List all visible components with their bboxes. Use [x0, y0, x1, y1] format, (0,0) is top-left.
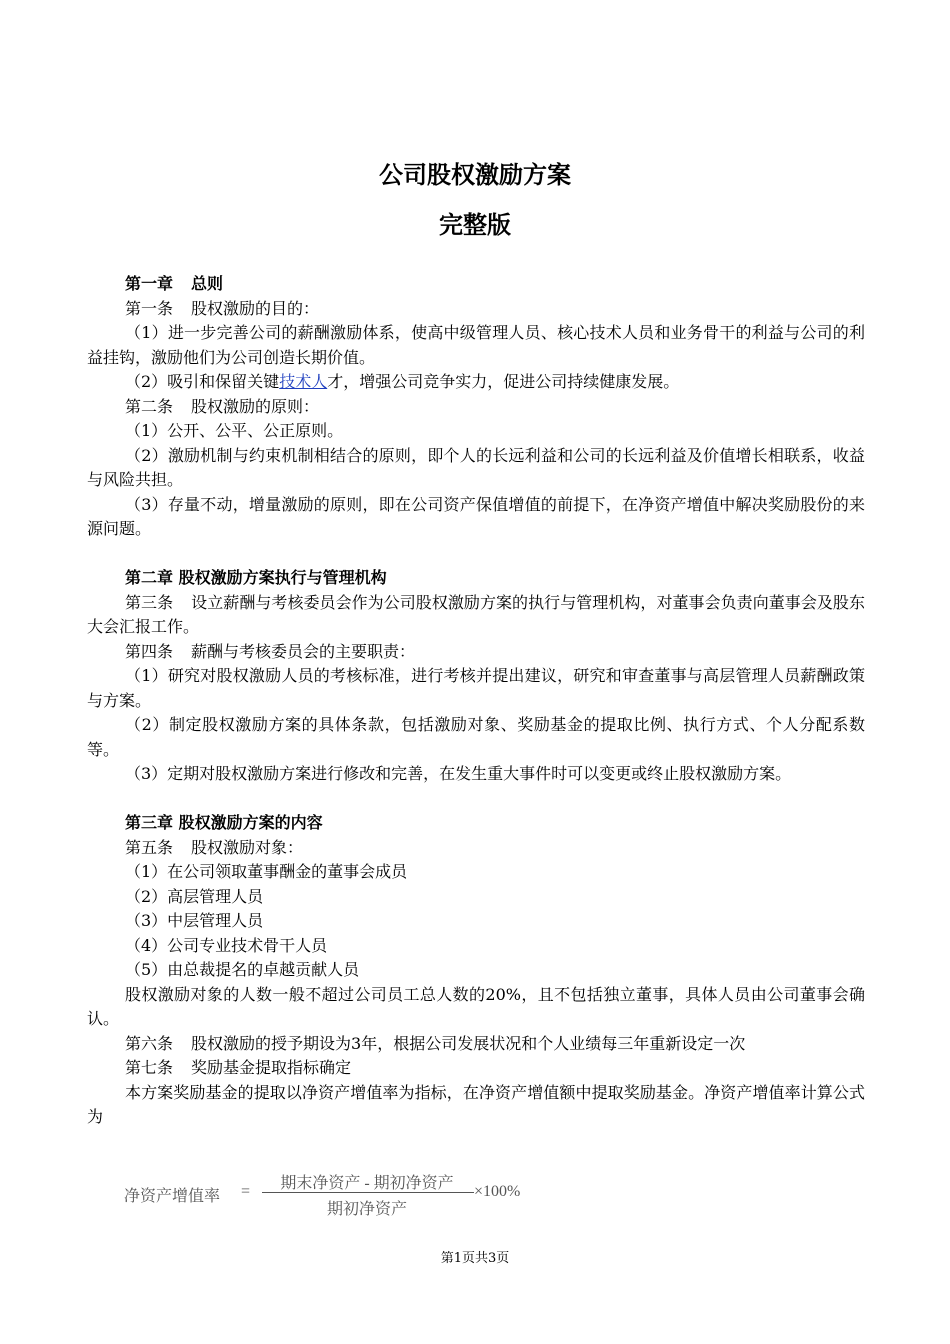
tech-talent-link[interactable]: 技术人	[279, 372, 328, 391]
article-5-item-4: （4）公司专业技术骨干人员	[125, 935, 328, 955]
article-5-item-3: （3）中层管理人员	[125, 911, 264, 930]
formula-denominator: 期初净资产	[326, 1201, 407, 1218]
article-5-item-5: （5）由总裁提名的卓越贡献人员	[125, 960, 360, 979]
article-5-item-2: （2）高层管理人员	[125, 886, 264, 906]
formula-fraction-bar	[262, 1192, 474, 1193]
formula-numerator: 期末净资产 - 期初净资产	[280, 1175, 454, 1192]
page-footer: 第1页共3页	[440, 1251, 510, 1266]
growth-rate-formula	[124, 1170, 544, 1218]
document-title: 公司股权激励方案	[379, 160, 571, 189]
spacer	[87, 542, 865, 567]
article-4-item-3: （3）定期对股权激励方案进行修改和完善，在发生重大事件时可以变更或终止股权激励方案。	[125, 764, 792, 783]
article-4-item-1: （1）研究对股权激励人员的考核标准，进行考核并提出建议，研究和审查董事与高层管理人员薪酬政策与方案。	[87, 666, 865, 710]
article-2: 第二条 股权激励的原则：	[125, 396, 320, 416]
article-1-item-2: （2）吸引和保留关键技术人才，增强公司竞争实力，促进公司持续健康发展。	[125, 372, 680, 391]
chapter-1-heading: 第一章 总则	[125, 274, 224, 293]
formula-lhs: 净资产增值率	[124, 1188, 221, 1205]
article-2-item-3: （3）存量不动，增量激励的原则，即在公司资产保值增值的前提下，在净资产增值中解决奖励股份的来源问题。	[87, 494, 865, 538]
article-6: 第六条 股权激励的授予期设为3年，根据公司发展状况和个人业绩每三年重新设定一次	[125, 1033, 746, 1053]
article-5-note: 股权激励对象的人数一般不超过公司员工总人数的20%，且不包括独立董事，具体人员由公司董事会确认。	[87, 984, 865, 1028]
formula-equals: =	[241, 1183, 251, 1200]
article-2-item-2: （2）激励机制与约束机制相结合的原则，即个人的长远利益和公司的长远利益及价值增长相联系，收益与风险共担。	[87, 445, 865, 489]
spacer	[87, 787, 865, 812]
article-1-item-1: （1）进一步完善公司的薪酬激励体系，使高中级管理人员、核心技术人员和业务骨干的利益与公司的利益挂钩，激励他们为公司创造长期价值。	[87, 323, 865, 367]
article-5: 第五条 股权激励对象：	[125, 837, 304, 857]
article-7-text: 本方案奖励基金的提取以净资产增值率为指标，在净资产增值额中提取奖励基金。净资产增值率计算公式为	[87, 1082, 865, 1126]
chapter-3-heading: 第三章 股权激励方案的内容	[125, 813, 323, 832]
article-3: 第三条 设立薪酬与考核委员会作为公司股权激励方案的执行与管理机构，对董事会负责向董事会及股东大会汇报工作。	[87, 592, 865, 636]
article-4: 第四条 薪酬与考核委员会的主要职责：	[125, 641, 416, 661]
document-subtitle: 完整版	[439, 210, 511, 239]
article-4-item-2: （2）制定股权激励方案的具体条款，包括激励对象、奖励基金的提取比例、执行方式、个人分配系数等。	[87, 715, 865, 759]
article-2-item-1: （1）公开、公平、公正原则。	[125, 421, 344, 440]
chapter-2-heading: 第二章 股权激励方案执行与管理机构	[125, 568, 387, 587]
article-1: 第一条 股权激励的目的：	[125, 298, 320, 318]
article-7: 第七条 奖励基金提取指标确定	[125, 1058, 352, 1077]
formula-rhs: ×100%	[474, 1183, 521, 1200]
article-5-item-1: （1）在公司领取董事酬金的董事会成员	[125, 862, 408, 881]
document-body	[87, 272, 865, 1130]
